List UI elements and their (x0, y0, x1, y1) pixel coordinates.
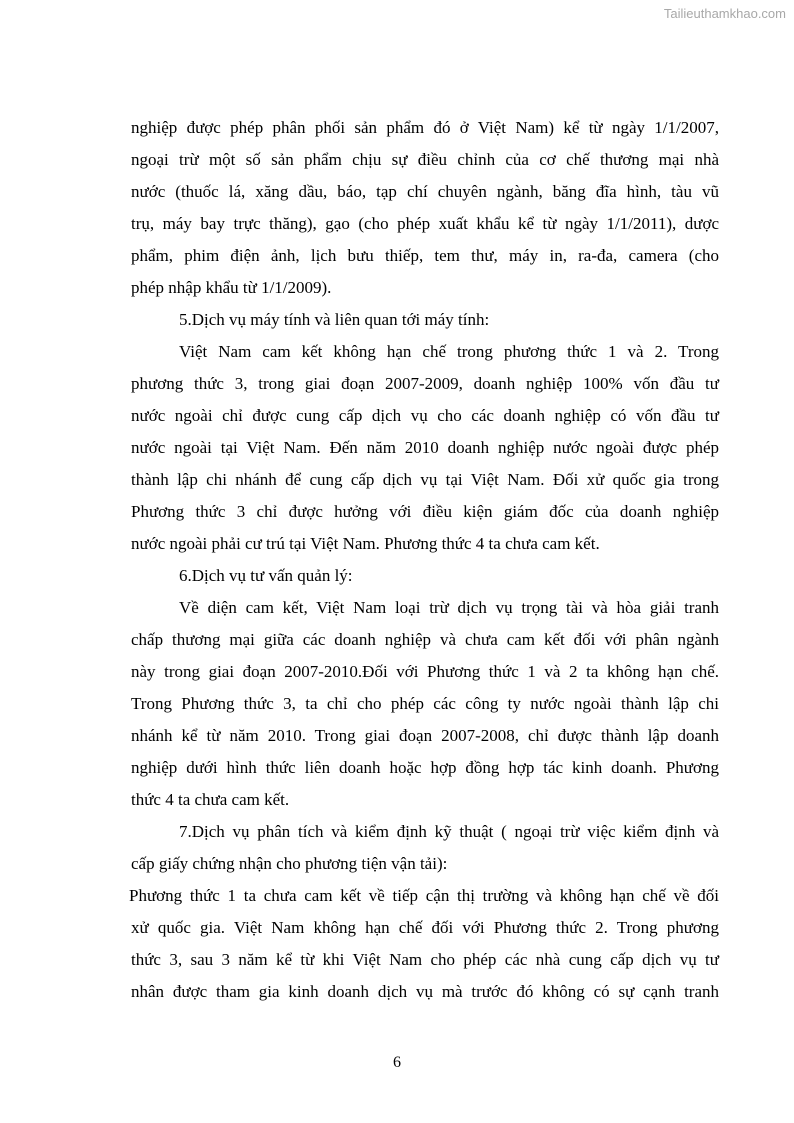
text-line: thức 3, sau 3 năm kể từ khi Việt Nam cho phép các nhà cung cấp dịch vụ tư (131, 950, 719, 969)
text-line: nước ngoài chỉ được cung cấp dịch vụ cho các doanh nghiệp có vốn đầu tư (131, 406, 719, 425)
text-line: này trong giai đoạn 2007-2010.Đối với Phương thức 1 và 2 ta không hạn chế. (131, 662, 719, 681)
text-line: phẩm, phim điện ảnh, lịch bưu thiếp, tem thư, máy in, ra-đa, camera (cho (131, 246, 719, 265)
text-line: Phương thức 3 chỉ được hưởng với điều kiện giám đốc của doanh nghiệp (131, 502, 719, 521)
text-line: xử quốc gia. Việt Nam không hạn chế đối với Phương thức 2. Trong phương (131, 918, 719, 937)
text-line: Về diện cam kết, Việt Nam loại trừ dịch vụ trọng tài và hòa giải tranh (179, 598, 719, 617)
text-line: trụ, máy bay trực thăng), gạo (cho phép xuất khẩu kể từ ngày 1/1/2011), dược (131, 214, 719, 233)
page-number: 6 (393, 1054, 401, 1071)
section-heading: 7.Dịch vụ phân tích và kiểm định kỹ thuật ( ngoại trừ việc kiểm định và (179, 822, 719, 841)
text-line: Trong Phương thức 3, ta chỉ cho phép các công ty nước ngoài thành lập chi (131, 694, 719, 713)
text-line: thức 4 ta chưa cam kết. (131, 790, 290, 809)
section-heading: 6.Dịch vụ tư vấn quản lý: (179, 566, 353, 585)
text-line: nhánh kể từ năm 2010. Trong giai đoạn 2007-2008, chỉ được thành lập doanh (131, 726, 719, 745)
text-line: nước (thuốc lá, xăng dầu, báo, tạp chí chuyên ngành, băng đĩa hình, tàu vũ (131, 182, 719, 201)
text-line: nước ngoài tại Việt Nam. Đến năm 2010 doanh nghiệp nước ngoài được phép (131, 438, 719, 457)
text-line: nghiệp dưới hình thức liên doanh hoặc hợp đồng hợp tác kinh doanh. Phương (131, 758, 719, 777)
text-line: phép nhập khẩu từ 1/1/2009). (131, 278, 332, 297)
text-line: nghiệp được phép phân phối sản phẩm đó ở Việt Nam) kể từ ngày 1/1/2007, (131, 118, 719, 137)
text-line: Phương thức 1 ta chưa cam kết về tiếp cận thị trường và không hạn chế về đối (129, 886, 719, 905)
text-line: nhân được tham gia kinh doanh dịch vụ mà trước đó không có sự cạnh tranh (131, 982, 719, 1001)
text-line: chấp thương mại giữa các doanh nghiệp và chưa cam kết đối với phân ngành (131, 630, 719, 649)
document-body (131, 112, 719, 1008)
section-heading: 5.Dịch vụ máy tính và liên quan tới máy tính: (179, 310, 490, 329)
section-heading: cấp giấy chứng nhận cho phương tiện vận tải): (131, 854, 448, 873)
watermark-text: Tailieuthamkhao.com (663, 6, 786, 21)
text-line: Việt Nam cam kết không hạn chế trong phương thức 1 và 2. Trong (179, 342, 719, 361)
text-line: phương thức 3, trong giai đoạn 2007-2009, doanh nghiệp 100% vốn đầu tư (131, 374, 719, 393)
text-line: nước ngoài phải cư trú tại Việt Nam. Phương thức 4 ta chưa cam kết. (131, 534, 600, 553)
text-line: thành lập chi nhánh để cung cấp dịch vụ tại Việt Nam. Đối xử quốc gia trong (131, 470, 719, 489)
text-line: ngoại trừ một số sản phẩm chịu sự điều chỉnh của cơ chế thương mại nhà (131, 150, 719, 169)
